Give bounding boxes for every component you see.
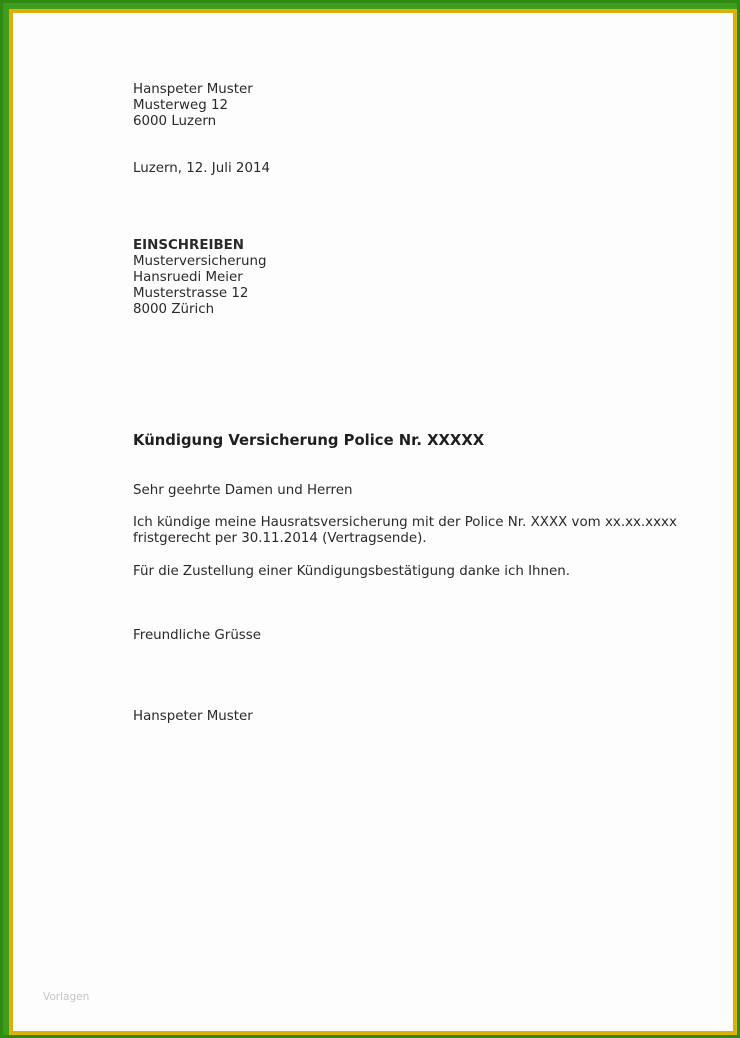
body-paragraph-2: Für die Zustellung einer Kündigungsbestätigung danke ich Ihnen. (133, 564, 570, 579)
date-line: Luzern, 12. Juli 2014 (133, 161, 271, 176)
recipient-contact: Hansruedi Meier (133, 270, 243, 285)
letter-subject: Kündigung Versicherung Police Nr. XXXXX (133, 432, 485, 449)
signature-name: Hanspeter Muster (133, 709, 253, 724)
watermark-text: Vorlagen (43, 991, 90, 1003)
body-paragraph-1-line-2: fristgerecht per 30.11.2014 (Vertragsende). (133, 531, 427, 546)
sender-city: 6000 Luzern (133, 114, 217, 129)
letter-page (13, 13, 733, 1031)
salutation: Sehr geehrte Damen und Herren (133, 483, 353, 498)
sender-name: Hanspeter Muster (133, 82, 253, 97)
closing: Freundliche Grüsse (133, 628, 261, 643)
body-paragraph-1-line-1: Ich kündige meine Hausratsversicherung mit der Police Nr. XXXX vom xx.xx.xxxx (133, 515, 677, 530)
recipient-street: Musterstrasse 12 (133, 286, 249, 301)
sender-street: Musterweg 12 (133, 98, 228, 113)
mail-type: EINSCHREIBEN (133, 238, 245, 253)
recipient-city: 8000 Zürich (133, 302, 215, 317)
recipient-company: Musterversicherung (133, 254, 267, 269)
